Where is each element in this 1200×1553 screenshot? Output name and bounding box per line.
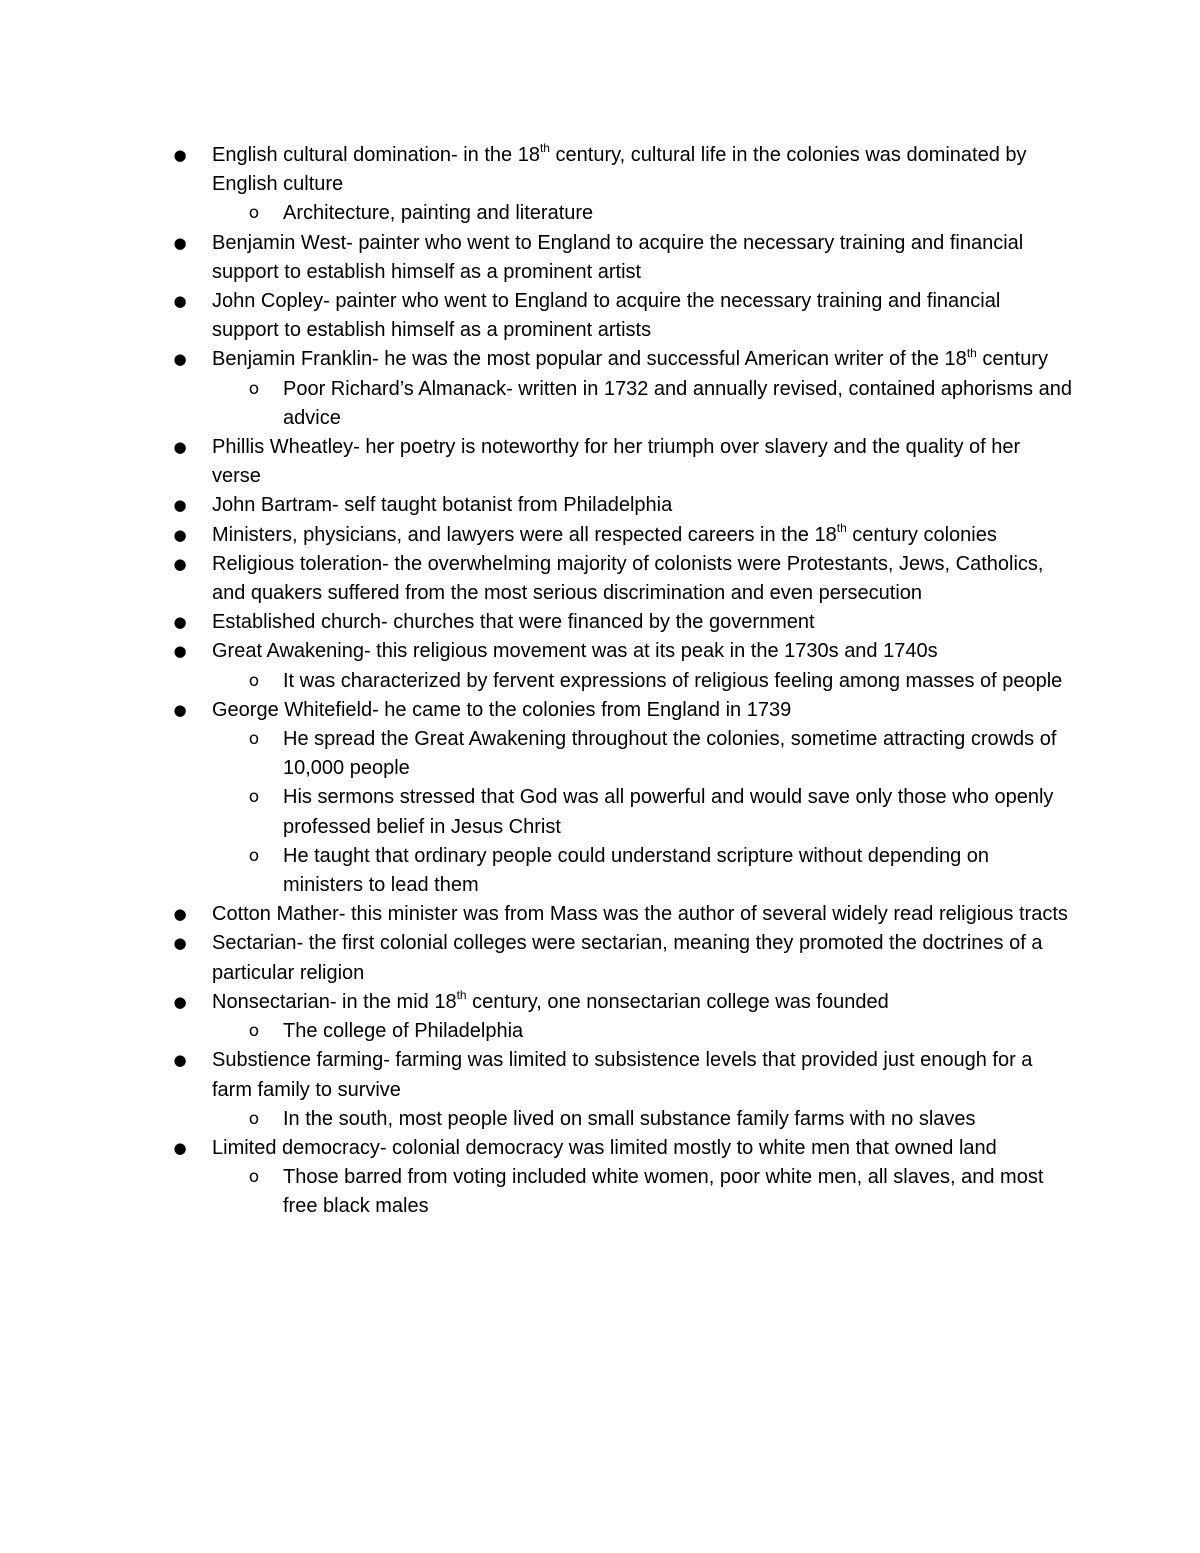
superscript: th [539, 141, 550, 156]
list-item-text [212, 345, 1072, 374]
list-item [0, 1046, 1200, 1104]
bullet-dot-icon: ● [173, 438, 187, 457]
bullet-dot-icon: ● [173, 700, 187, 719]
text-run: The college of Philadelphia [283, 1020, 524, 1043]
text-run: Benjamin West- painter who went to England to acquire the necessary training and financial support to establish himself as a prominent artist [212, 231, 1024, 283]
list-item-text [283, 1105, 1073, 1134]
bullet-dot-icon: ● [173, 554, 187, 573]
list-item-text [212, 637, 1072, 666]
text-run: Those barred from voting included white women, poor white men, all slaves, and most free black males [283, 1166, 1044, 1218]
list-item [0, 988, 1200, 1017]
list-item [0, 1134, 1200, 1163]
text-run: Religious toleration- the overwhelming majority of colonists were Protestants, Jews, Catholics, and quakers suffered from the most serious discrimination and even persecution [212, 552, 1044, 605]
text-run: George Whitefield- he came to the colonies from England in 1739 [212, 698, 792, 721]
bullet-dot-icon: ● [173, 350, 187, 369]
bullet-dot-icon: ● [173, 496, 187, 515]
list-item [0, 608, 1200, 637]
list-item-text [212, 696, 1072, 725]
notes-body [0, 141, 1200, 1222]
bullet-dot-icon: ● [173, 292, 187, 311]
list-item-text [283, 375, 1073, 433]
text-run: Cotton Mather- this minister was from Mass was the author of several widely read religious tracts [212, 903, 1068, 926]
bullet-dot-icon: ● [173, 1051, 187, 1070]
list-item-text [212, 141, 1072, 199]
text-run: Established church- churches that were financed by the government [212, 611, 815, 634]
list-item [0, 287, 1200, 345]
text-run: Architecture, painting and literature [283, 202, 594, 225]
bullet-circle-icon: o [248, 203, 260, 224]
list-item-text [283, 1017, 1073, 1046]
list-item [0, 521, 1200, 550]
list-item [0, 345, 1200, 374]
text-run: John Bartram- self taught botanist from Philadelphia [212, 494, 673, 517]
superscript: th [966, 345, 977, 360]
text-run: Sectarian- the first colonial colleges were sectarian, meaning they promoted the doctrines of a particular religion [212, 932, 1043, 984]
list-item [0, 550, 1200, 608]
bullet-circle-icon: o [248, 670, 260, 691]
list-item-text [212, 929, 1072, 987]
text-run: Substience farming- farming was limited to subsistence levels that provided just enough for a farm family to survive [212, 1049, 1033, 1101]
sub-list-item [0, 375, 1200, 433]
bullet-dot-icon: ● [173, 525, 187, 544]
text-run: Ministers, physicians, and lawyers were all respected careers in the 18 [212, 523, 837, 546]
list-item-text [212, 433, 1072, 491]
list-item-text [212, 491, 1072, 520]
bullet-circle-icon: o [248, 1108, 260, 1129]
list-item [0, 229, 1200, 287]
bullet-circle-icon: o [248, 845, 260, 866]
list-item-text [212, 1046, 1072, 1104]
superscript: th [836, 520, 847, 535]
list-item-text [212, 550, 1072, 608]
bullet-dot-icon: ● [173, 992, 187, 1011]
sub-list-item [0, 1163, 1200, 1221]
sub-list-item [0, 783, 1200, 841]
sub-list-item [0, 1017, 1200, 1046]
list-item-text [212, 1134, 1072, 1163]
list-item-text [212, 988, 1072, 1017]
list-item [0, 141, 1200, 199]
list-item-text [212, 287, 1072, 345]
list-item-text [212, 608, 1072, 637]
text-run: He taught that ordinary people could understand scripture without depending on ministers to lead them [283, 844, 990, 897]
list-item [0, 929, 1200, 987]
bullet-dot-icon: ● [173, 233, 187, 252]
list-item [0, 491, 1200, 520]
list-item [0, 433, 1200, 491]
list-item [0, 696, 1200, 725]
text-run: Poor Richard’s Almanack- written in 1732 and annually revised, contained aphorisms and advice [283, 377, 1072, 429]
list-item [0, 637, 1200, 666]
bullet-circle-icon: o [248, 378, 260, 399]
sub-list-item [0, 725, 1200, 783]
bullet-circle-icon: o [248, 787, 260, 808]
bullet-dot-icon: ● [173, 934, 187, 953]
text-run: It was characterized by fervent expressions of religious feeling among masses of people [283, 669, 1063, 692]
list-item-text [212, 900, 1072, 929]
text-run: English cultural domination- in the 18 [212, 144, 540, 166]
text-run: Nonsectarian- in the mid 18 [212, 990, 457, 1013]
list-item-text [212, 521, 1072, 550]
bullet-circle-icon: o [248, 729, 260, 750]
sub-list-item [0, 842, 1200, 900]
sub-list-item [0, 199, 1200, 228]
text-run: John Copley- painter who went to England to acquire the necessary training and financial support to establish himself as a prominent artists [212, 290, 1001, 342]
text-run: In the south, most people lived on small substance family farms with no slaves [283, 1107, 976, 1130]
superscript: th [456, 988, 467, 1003]
list-item-text [212, 229, 1072, 287]
bullet-dot-icon: ● [173, 613, 187, 632]
list-item-text [283, 1163, 1073, 1221]
text-run: He spread the Great Awakening throughout the colonies, sometime attracting crowds of 10,000 people [283, 728, 1057, 780]
list-item-text [283, 842, 1073, 900]
text-run: century colonies [846, 523, 997, 546]
bullet-circle-icon: o [248, 1021, 260, 1042]
sub-list-item [0, 667, 1200, 696]
list-item-text [283, 667, 1073, 696]
bullet-circle-icon: o [248, 1167, 260, 1188]
text-run: century, cultural life in the colonies was dominated by English culture [212, 144, 1027, 196]
text-run: century, one nonsectarian college was founded [466, 990, 889, 1013]
text-run: His sermons stressed that God was all powerful and would save only those who openly professed belief in Jesus Christ [283, 786, 1054, 838]
bullet-dot-icon: ● [173, 642, 187, 661]
text-run: century [976, 348, 1048, 371]
sub-list-item [0, 1105, 1200, 1134]
text-run: Phillis Wheatley- her poetry is noteworthy for her triumph over slavery and the quality of her verse [212, 436, 1021, 488]
list-item-text [283, 725, 1073, 783]
list-item-text [283, 199, 1073, 228]
text-run: Limited democracy- colonial democracy was limited mostly to white men that owned land [212, 1136, 997, 1159]
text-run: Great Awakening- this religious movement was at its peak in the 1730s and 1740s [212, 640, 938, 663]
bullet-dot-icon: ● [173, 905, 187, 924]
list-item-text [283, 783, 1073, 841]
bullet-list [0, 141, 1200, 1222]
list-item [0, 900, 1200, 929]
bullet-dot-icon: ● [173, 146, 187, 164]
bullet-dot-icon: ● [173, 1138, 187, 1157]
text-run: Benjamin Franklin- he was the most popular and successful American writer of the 18 [212, 348, 967, 371]
